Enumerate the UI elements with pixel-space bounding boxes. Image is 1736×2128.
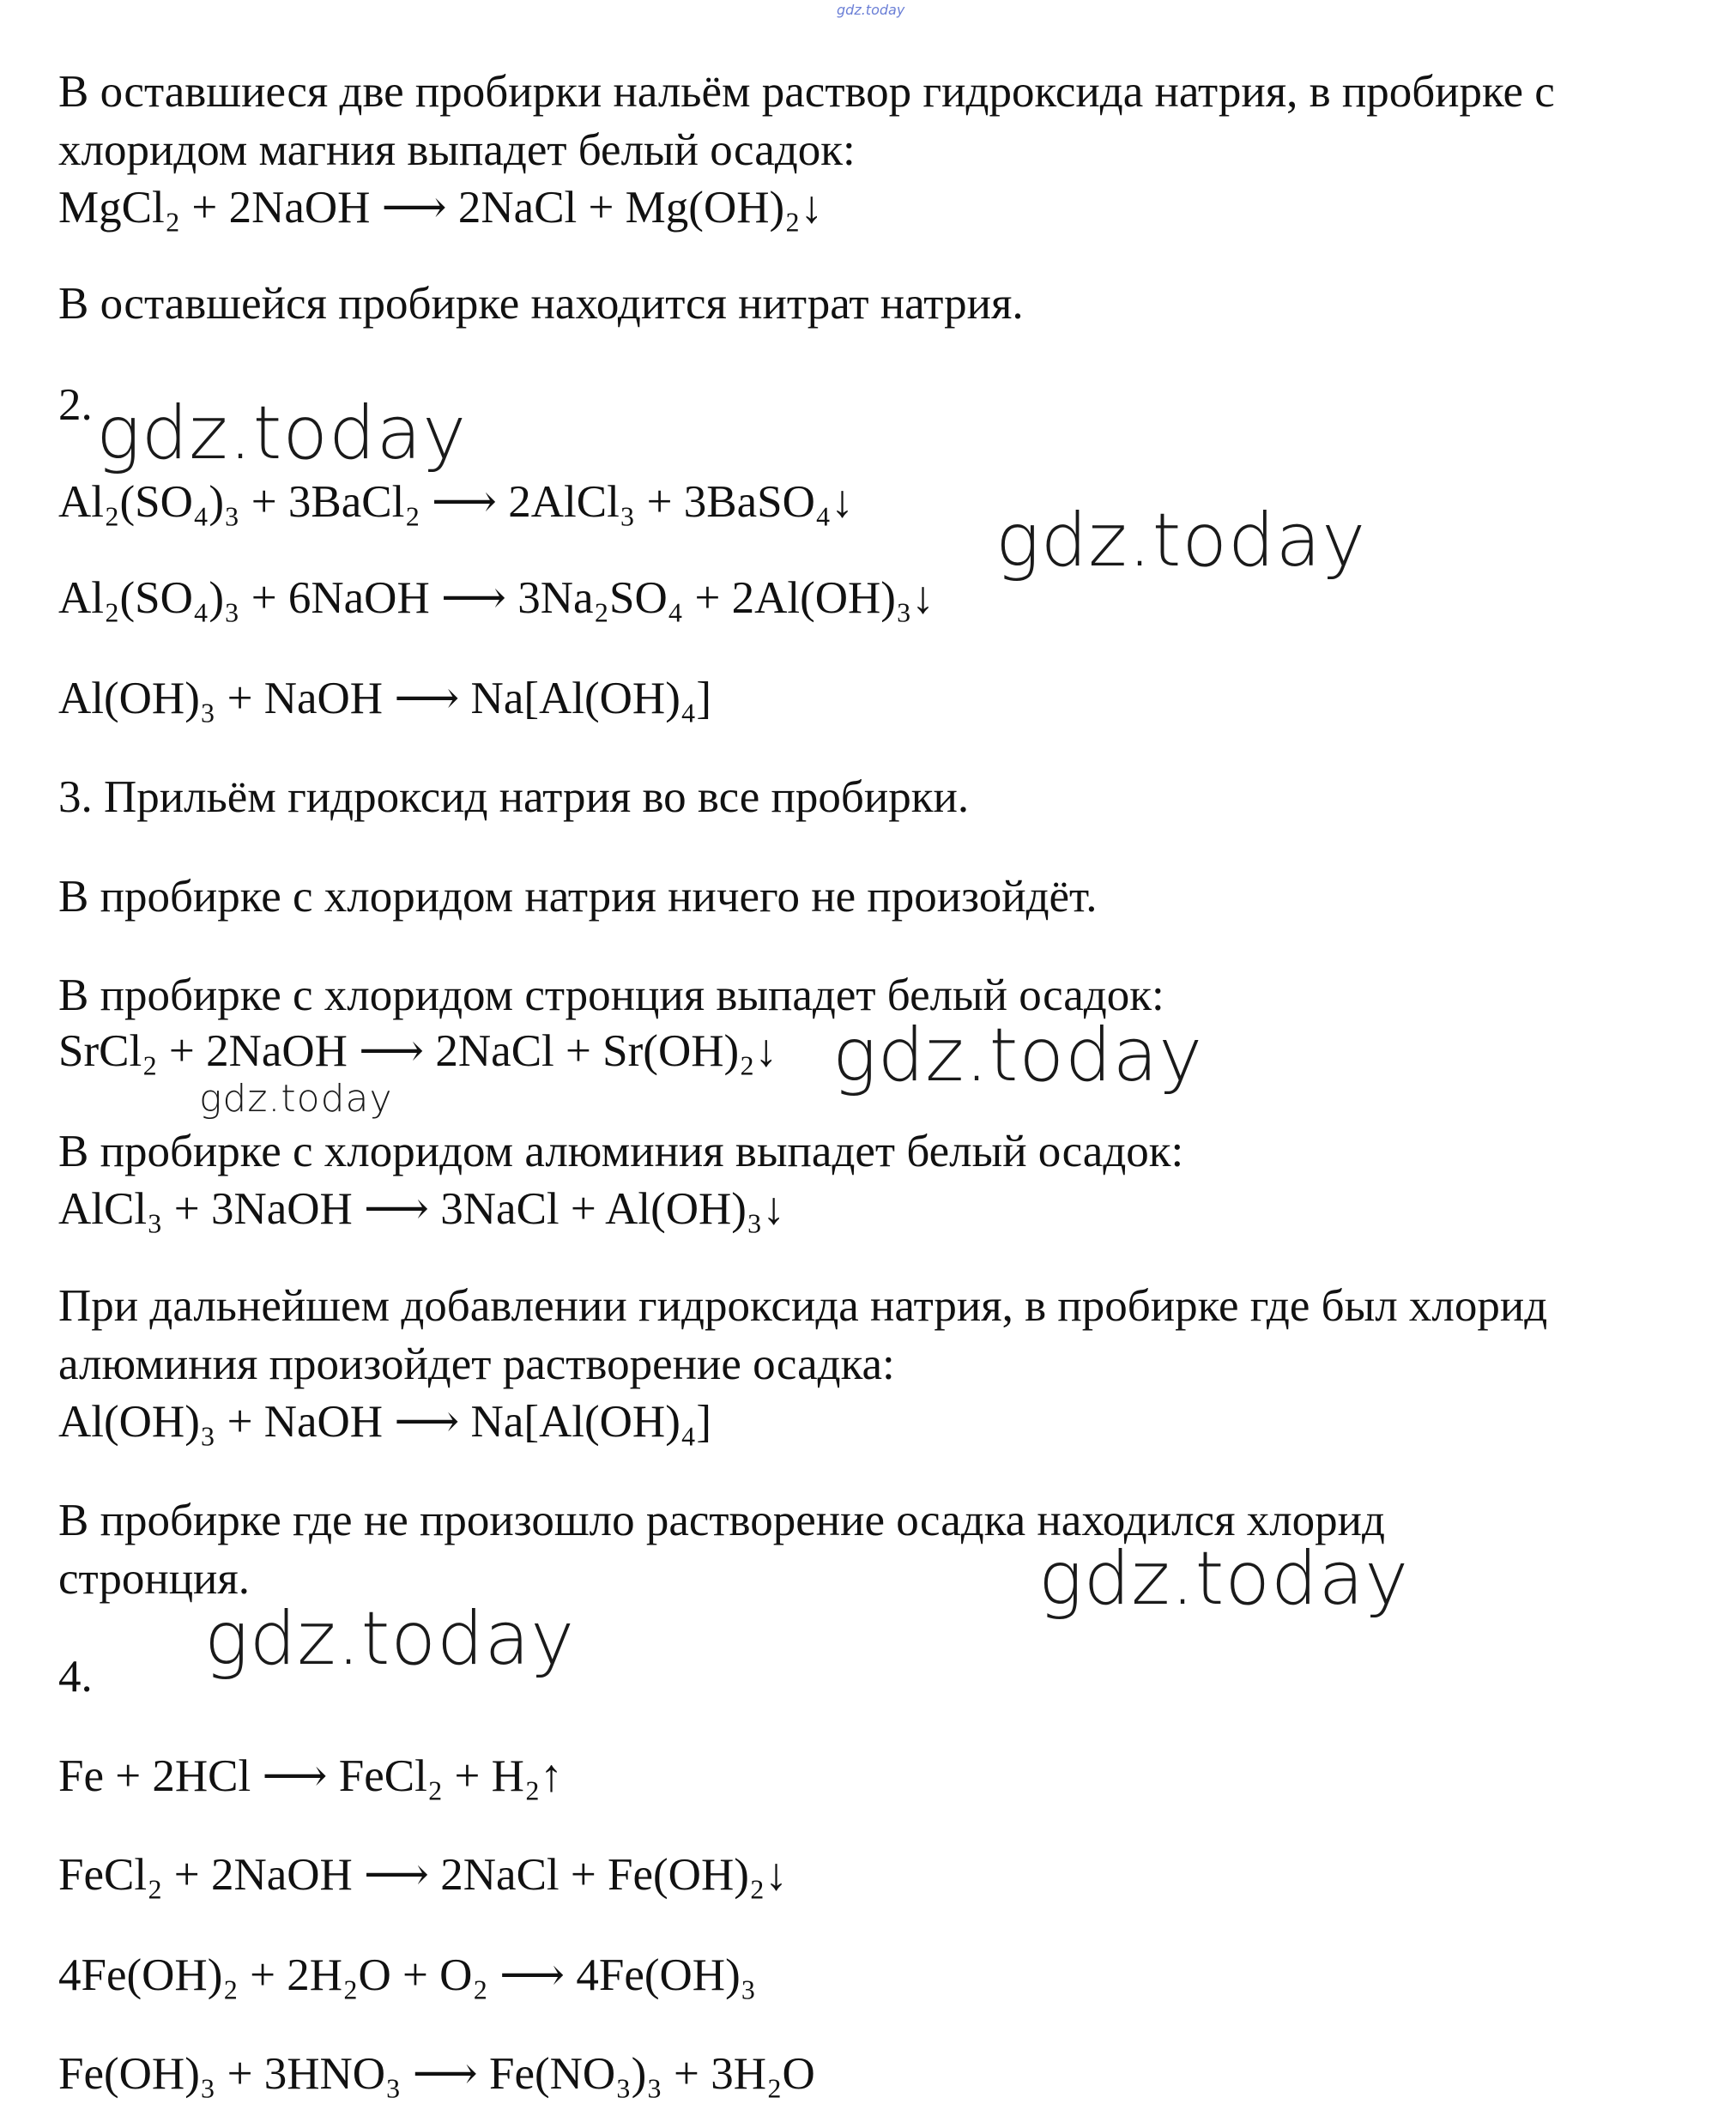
equation-line: SrCl₂ + 2NaOH ⟶ 2NaCl + Sr(OH)₂↓ <box>58 1026 778 1076</box>
section-number: 2. <box>58 380 93 430</box>
equation-line: Al(OH)₃ + NaOH ⟶ Na[Al(OH)₄] <box>58 1397 711 1447</box>
equation-line: Al(OH)₃ + NaOH ⟶ Na[Al(OH)₄] <box>58 674 711 723</box>
equation-line: FeCl₂ + 2NaOH ⟶ 2NaCl + Fe(OH)₂↓ <box>58 1850 788 1900</box>
equation-line: Fe(OH)₃ + 3HNO₃ ⟶ Fe(NO₃)₃ + 3H₂O <box>58 2049 815 2099</box>
text-line: стронция. <box>58 1554 251 1604</box>
equation-line: MgCl₂ + 2NaOH ⟶ 2NaCl + Mg(OH)₂↓ <box>58 183 824 233</box>
watermark: gdz.today <box>199 1077 393 1121</box>
watermark: gdz.today <box>995 498 1367 583</box>
watermark: gdz.today <box>1038 1536 1410 1622</box>
text-line: В пробирке с хлоридом алюминия выпадет белый осадок: <box>58 1127 1184 1176</box>
text-line: В оставшиеся две пробирки нальём раствор гидроксида натрия, в пробирке с <box>58 67 1555 117</box>
watermark: gdz.today <box>96 390 468 476</box>
text-line: алюминия произойдет растворение осадка: <box>58 1339 895 1389</box>
text-line: В пробирке где не произошло растворение осадка находился хлорид <box>58 1496 1385 1545</box>
text-line: В пробирке с хлоридом стронция выпадет белый осадок: <box>58 970 1164 1020</box>
equation-line: Fe + 2HCl ⟶ FeCl₂ + H₂↑ <box>58 1751 563 1801</box>
top-watermark: gdz.today <box>837 2 905 18</box>
watermark: gdz.today <box>832 1013 1204 1098</box>
equation-line: Al₂(SO₄)₃ + 6NaOH ⟶ 3Na₂SO₄ + 2Al(OH)₃↓ <box>58 573 935 623</box>
text-line: В оставшейся пробирке находится нитрат натрия. <box>58 279 1024 329</box>
equation-line: AlCl₃ + 3NaOH ⟶ 3NaCl + Al(OH)₃↓ <box>58 1184 785 1234</box>
text-line: В пробирке с хлоридом натрия ничего не произойдёт. <box>58 872 1098 922</box>
text-line: хлоридом магния выпадет белый осадок: <box>58 125 856 175</box>
equation-line: Al₂(SO₄)₃ + 3BaCl₂ ⟶ 2AlCl₃ + 3BaSO₄↓ <box>58 477 854 527</box>
section-number: 4. <box>58 1652 93 1702</box>
equation-line: 4Fe(OH)₂ + 2H₂O + O₂ ⟶ 4Fe(OH)₃ <box>58 1950 757 2000</box>
text-line: При дальнейшем добавлении гидроксида натрия, в пробирке где был хлорид <box>58 1281 1548 1331</box>
watermark: gdz.today <box>204 1596 576 1682</box>
text-line: 3. Прильём гидроксид натрия во все пробирки. <box>58 772 970 822</box>
